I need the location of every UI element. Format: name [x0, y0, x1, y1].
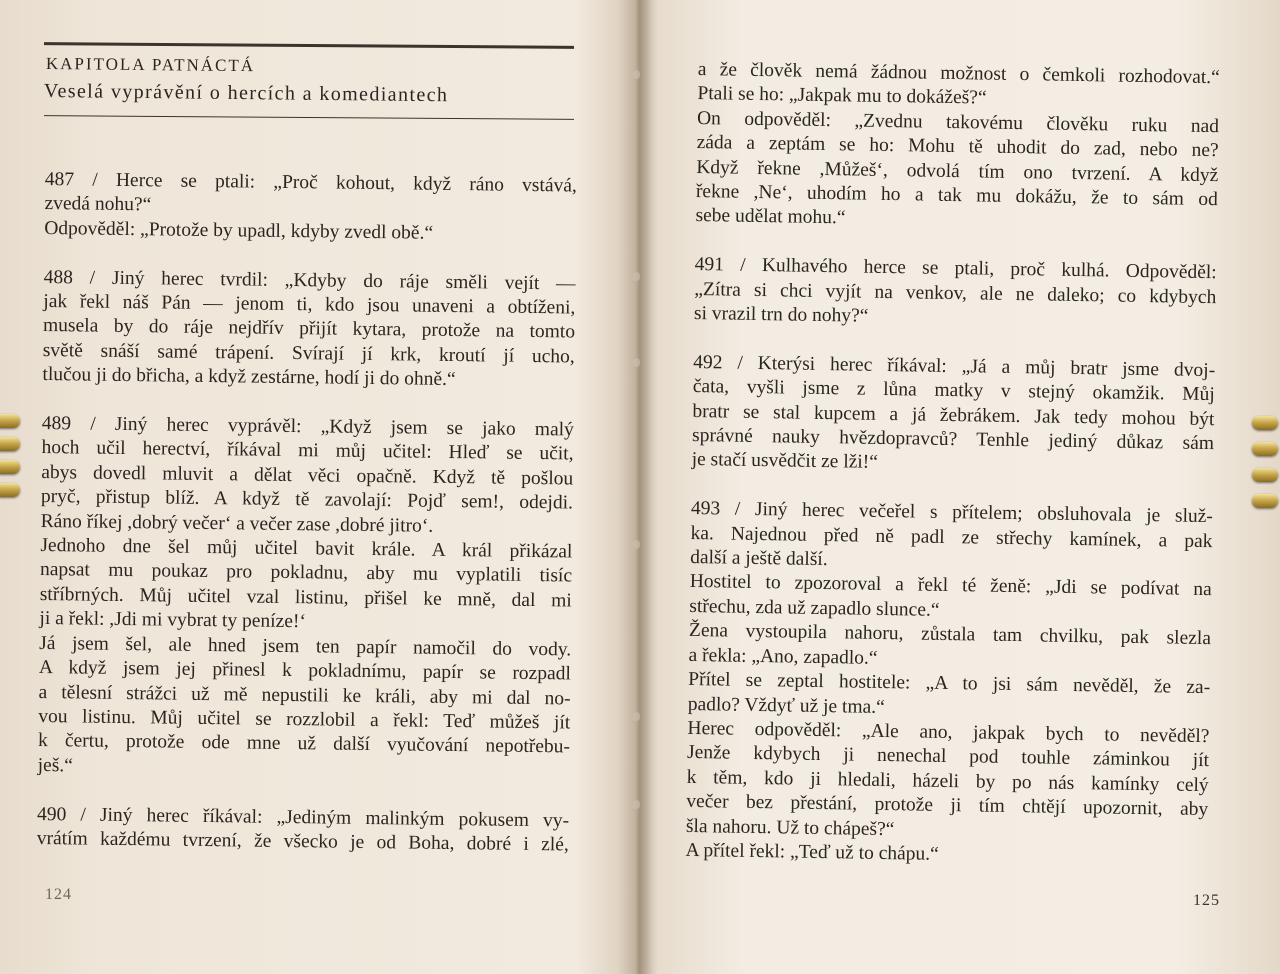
text-line: bratr se stal kupcem a já žebrákem. Jak tedy mohou být [692, 400, 1215, 430]
text-line: 490 / Jiný herec říkával: „Jediným malinkým pokusem vy- [36, 803, 570, 831]
paragraph-490 [37, 802, 570, 857]
text-line: Žena vystoupila nahoru, zůstala tam chvilku, pak slezla [688, 620, 1212, 650]
text-line: zvedá nohu?“ [44, 193, 152, 216]
text-line: záda a zeptám se ho: Mohu tě uhodit do zad, nebo ne? [696, 132, 1219, 162]
text-line: A když jsem jej přinesl k pokladnímu, papír se rozpadl [38, 657, 571, 685]
paragraph-488 [42, 266, 575, 395]
text-line: 492 / Kterýsi herec říkával: „Já a můj bratr jsme dvoj- [693, 351, 1216, 382]
text-line: a že člověk nemá žádnou možnost o čemkoli rozhodovat.“ [697, 58, 1220, 89]
text-line: 493 / Jiný herec večeřel s přítelem; obsluhovala je služ- [690, 498, 1214, 528]
paragraph-489 [38, 412, 574, 785]
text-line: ji a řekl: ,Jdi mi vybrat ty peníze!‘ [39, 608, 307, 633]
text-line: Přítel se zeptal hostitele: „A to jsi sám nevěděl, že za- [688, 669, 1211, 699]
text-line: Ráno říkej ,dobrý večer‘ a večer zase ,dobré jitro‘. [40, 510, 434, 537]
text-line: vrátím každému tvrzení, že všecko je od Boha, dobré i zlé, [36, 827, 569, 856]
text-line: jak řekl náš Pán — jenom ti, kdo jsou unaveni a obtíženi, [43, 291, 576, 319]
text-line: hoch učil herectví, říkával mi můj učitel: Hleď se učit, [41, 437, 574, 465]
text-line: střechu, zda už zapadlo slunce.“ [689, 595, 940, 621]
text-line: vou listinu. Můj učitel se rozzlobil a řekl: Teď můžeš jít [38, 705, 571, 734]
text-line: Herec odpověděl: „Ale ano, jakpak bych to nevěděl? [687, 717, 1210, 748]
paragraph-491 [694, 253, 1217, 334]
text-line: šla nahoru. Už to chápeš?“ [685, 815, 895, 840]
binder-ring [0, 414, 20, 428]
binder-ring [1252, 442, 1278, 456]
binder-ring [1252, 494, 1278, 508]
text-line: k čertu, protože ode mne už další vyučování nepotřebu- [37, 730, 571, 758]
binding-hole [633, 800, 640, 809]
right-page [640, 0, 1280, 974]
text-line: večer bez přestání, protože ji tím chtějí upozornit, aby [686, 791, 1209, 821]
text-line: a řekla: „Ano, zapadlo.“ [688, 644, 878, 669]
chapter-title: Veselá vyprávění o hercích a komediantech [43, 80, 449, 107]
text-line: si vrazil trn do nohy?“ [693, 303, 869, 327]
text-line: ka. Najednou před ně padl ze střechy kamínek, a pak [690, 522, 1213, 552]
binder-ring [1252, 416, 1278, 430]
header-rule-bottom [44, 115, 574, 120]
text-line: je stačí usvědčit ze lži!“ [691, 449, 879, 474]
page-number: 125 [1193, 892, 1220, 909]
text-line: správné nauky hvězdopravců? Tenhle jediný důkaz sám [691, 425, 1215, 455]
page-number: 124 [45, 886, 72, 903]
text-line: 488 / Jiný herec tvrdil: „Kdyby do ráje směli vejít — [43, 266, 576, 295]
left-page [0, 0, 636, 974]
text-line: stříbrných. Můj učitel vzal listinu, přišel ke mně, dal mi [39, 583, 572, 612]
text-line: Jenže kdybych ji nenechal pod touhle záminkou jít [686, 742, 1210, 772]
text-line: řekne ,Ne‘, uhodím ho a tak mu dokážu, že to sám od [695, 181, 1219, 211]
header-rule-top [44, 42, 574, 49]
paragraph-487 [44, 168, 577, 248]
text-line: další a ještě další. [689, 547, 828, 571]
left-text-block [36, 168, 577, 882]
binder-ring [0, 460, 20, 474]
text-line: 489 / Jiný herec vyprávěl: „Když jsem se jako malý [41, 413, 574, 441]
text-line: On odpověděl: „Zvednu takovému člověku ruku nad [696, 107, 1220, 138]
text-line: k těm, kdo ji hledali, házeli by po nás kamínky celý [686, 766, 1209, 796]
text-line: Odpověděl: „Protože by upadl, kdyby zvedl obě.“ [44, 217, 434, 244]
text-line: A přítel řekl: „Teď už to chápu.“ [685, 839, 939, 865]
text-line: „Zítra si chci vyjít na venkov, ale ne daleko; co kdybych [694, 278, 1217, 308]
text-line: Jednoho dne šel můj učitel bavit krále. A král přikázal [40, 535, 573, 563]
text-line: sebe udělat mohu.“ [695, 205, 846, 229]
binding-hole [633, 272, 640, 281]
text-line: Ptali se ho: „Jakpak mu to dokážeš?“ [697, 83, 987, 109]
text-line: Když řekne ,Můžeš‘, odvolá tím ono tvrzení. A když [696, 156, 1219, 186]
text-line: Já jsem šel, ale hned jsem ten papír namočil do vody. [39, 632, 572, 661]
text-line: čata, vyšli jsme z lůna matky v stejný okamžik. Můj [692, 376, 1215, 406]
text-line: a tělesní strážci už mě nepustili ke králi, aby mi dal no- [38, 681, 571, 709]
text-line: ješ.“ [37, 754, 74, 777]
binding-hole [633, 70, 640, 79]
binding-hole [633, 712, 640, 721]
text-line: 491 / Kulhavého herce se ptali, proč kulhá. Odpověděl: [694, 254, 1217, 284]
binder-ring [0, 437, 20, 451]
text-line: 487 / Herce se ptali: „Proč kohout, když ráno vstává, [44, 168, 577, 197]
text-line: pryč, přistup blíž. A když tě zavolají: Pojď sem!, odejdi. [40, 486, 574, 514]
text-line: Hostitel to zpozoroval a řekl té ženě: „Jdi se podívat na [689, 571, 1212, 601]
binding-hole [633, 540, 640, 549]
text-line: světě snáší samé trápení. Svírají jí krk, kroutí jí ucho, [42, 339, 575, 368]
paragraph-492 [691, 351, 1215, 481]
text-line: napsat mu poukaz pro pokladnu, aby mu vyplatili tisíc [39, 559, 573, 587]
text-line: tlučou ji do břicha, a když zestárne, hodí ji do ohně.“ [42, 364, 456, 391]
binding-hole [633, 358, 640, 367]
paragraph-490-cont [695, 58, 1220, 237]
text-line: padlo? Vždyť už je tma.“ [687, 693, 885, 718]
text-line: musela by do ráje nejdřív přijít kytara, protože na tomto [42, 315, 576, 343]
text-line: abys dovedl mluvit a dělat věci opačně. Když tě pošlou [41, 461, 574, 490]
binder-ring [0, 483, 20, 497]
right-text-block [685, 58, 1220, 896]
paragraph-493 [685, 497, 1213, 871]
binder-ring [1252, 468, 1278, 482]
chapter-label: KAPITOLA PATNÁCTÁ [45, 54, 256, 76]
